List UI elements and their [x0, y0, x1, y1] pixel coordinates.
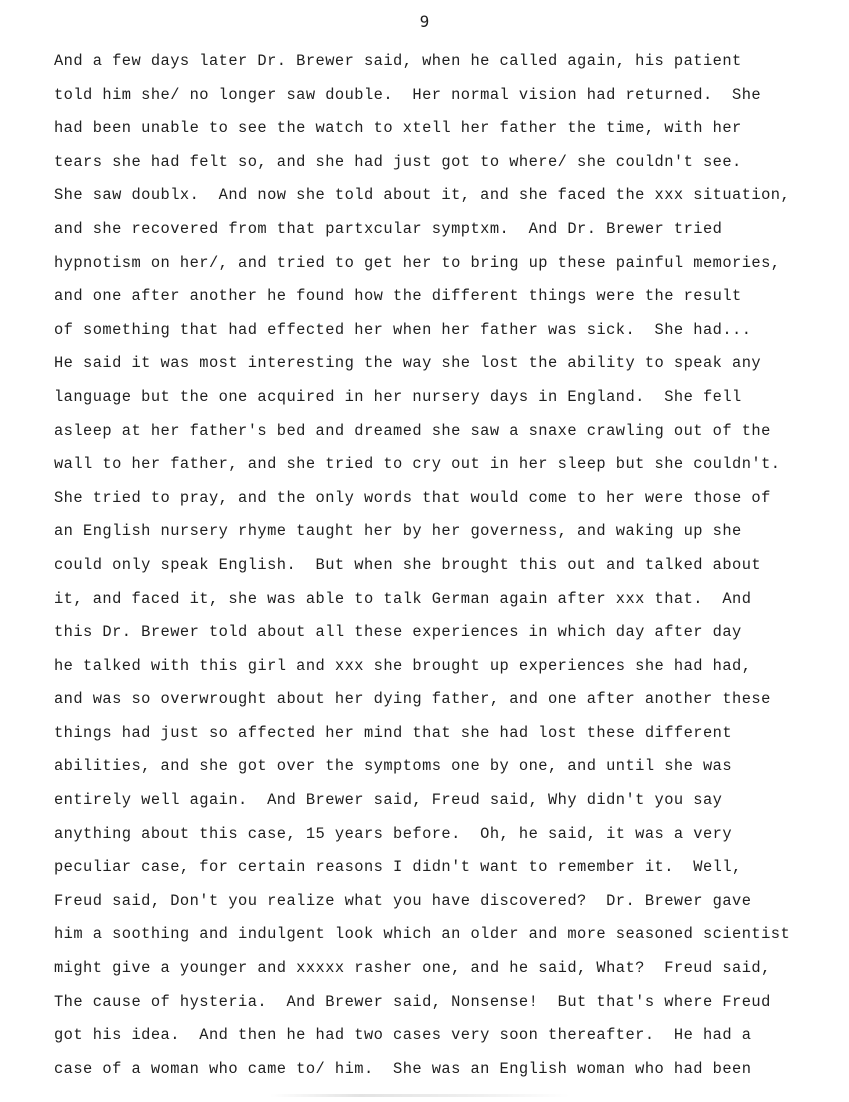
text-line: might give a younger and xxxxx rasher one, and he said, What? Freud said, [54, 959, 771, 978]
text-line: wall to her father, and she tried to cry out in her sleep but she couldn't. [54, 455, 781, 474]
text-line: The cause of hysteria. And Brewer said, Nonsense! But that's where Freud [54, 992, 771, 1011]
text-line: told him she/ no longer saw double. Her normal vision had returned. She [54, 85, 762, 104]
text-line: could only speak English. But when she brought this out and talked about [54, 555, 762, 574]
text-line: entirely well again. And Brewer said, Freud said, Why didn't you say [54, 791, 723, 810]
text-line: this Dr. Brewer told about all these experiences in which day after day [54, 623, 742, 642]
text-line: language but the one acquired in her nursery days in England. She fell [54, 387, 742, 406]
text-line: asleep at her father's bed and dreamed she saw a snaxe crawling out of the [54, 421, 771, 440]
text-line: She tried to pray, and the only words that would come to her were those of [54, 488, 771, 507]
text-line: He said it was most interesting the way she lost the ability to speak any [54, 354, 762, 373]
page-number: 9 [419, 12, 430, 31]
text-line: got his idea. And then he had two cases very soon thereafter. He had a [54, 1026, 752, 1045]
text-line: Freud said, Don't you realize what you have discovered? Dr. Brewer gave [54, 891, 752, 910]
page-body-text [54, 45, 844, 1086]
text-line: abilities, and she got over the symptoms one by one, and until she was [54, 757, 733, 776]
text-line: case of a woman who came to/ him. She was an English woman who had been [54, 1059, 752, 1078]
text-line: anything about this case, 15 years before. Oh, he said, it was a very [54, 824, 733, 843]
text-line: tears she had felt so, and she had just got to where/ she couldn't see. [54, 152, 742, 171]
text-line: and one after another he found how the different things were the result [54, 287, 742, 306]
text-line: and was so overwrought about her dying father, and one after another these [54, 690, 771, 709]
text-line: it, and faced it, she was able to talk German again after xxx that. And [54, 589, 752, 608]
text-line: had been unable to see the watch to xtell her father the time, with her [54, 119, 742, 138]
text-line: And a few days later Dr. Brewer said, when he called again, his patient [54, 52, 742, 70]
text-line: of something that had effected her when her father was sick. She had... [54, 320, 752, 339]
scan-smudge [270, 1094, 570, 1097]
text-line: an English nursery rhyme taught her by her governess, and waking up she [54, 522, 742, 541]
text-line: things had just so affected her mind that she had lost these different [54, 723, 733, 742]
text-line: hypnotism on her/, and tried to get her to bring up these painful memories, [54, 253, 781, 272]
text-line: peculiar case, for certain reasons I didn't want to remember it. Well, [54, 858, 742, 877]
text-line: he talked with this girl and xxx she brought up experiences she had had, [54, 656, 752, 675]
text-line: She saw doublx. And now she told about it, and she faced the xxx situation, [54, 186, 791, 205]
text-line: him a soothing and indulgent look which an older and more seasoned scientist [54, 925, 791, 944]
text-line: and she recovered from that partxcular symptxm. And Dr. Brewer tried [54, 219, 723, 238]
